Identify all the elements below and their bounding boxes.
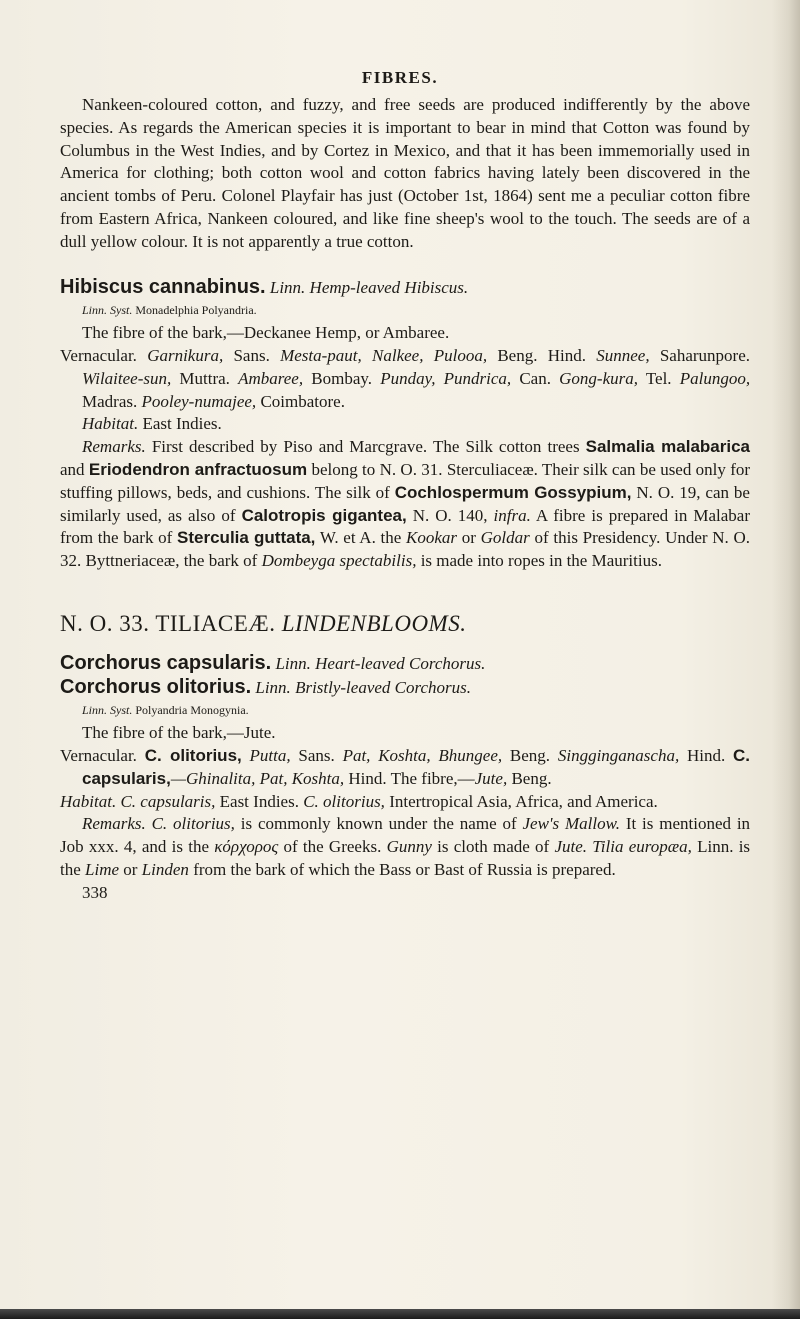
running-head: FIBRES. bbox=[361, 68, 439, 87]
hibiscus-heading bbox=[60, 276, 750, 300]
habitat: Habitat. C. capsularis, East Indies. C. olitorius, Intertropical Asia, Africa, and America. bbox=[60, 791, 658, 811]
habitat: Habitat. East Indies. bbox=[82, 414, 222, 434]
natural-order-heading: N. O. 33. TILIACEÆ. LINDENBLOOMS. bbox=[60, 610, 467, 636]
page-edge-shadow bbox=[772, 0, 800, 1319]
species-name: Hibiscus cannabinus. bbox=[60, 275, 266, 298]
corchorus-olitorius-heading: Corchorus olitorius. Linn. Bristly-leaved Corchorus. bbox=[60, 675, 472, 698]
vernacular-names: Vernacular. C. olitorius, Putta, Sans. Pat, Koshta, Bhungee, Beng. Singginganascha, Hind. C. capsularis,—Ghinalita, Pat, Koshta, Hind. The fibre,—Jute, Beng. bbox=[60, 745, 751, 788]
linnean-system: Linn. Syst. Polyandria Monogynia. bbox=[82, 703, 249, 718]
remarks: Remarks. First described by Piso and Marcgrave. The Silk cotton trees Salmalia malabarica and Eriodendron anfractuosum belong to N. O. 31. Sterculiaceæ. Their silk can be used only for stuffing pillows, beds, and cushions. The silk of Cochlospermum Gossypium, N. O. 19, can be similarly used, as also of Calotropis gigantea, N. O. 140, infra. A fibre is prepared in Malabar from the bark of Sterculia guttata, W. et A. the Kookar or Goldar of this Presidency. Under N. O. 32. Byttneriaceæ, the bark of Dombeyga spectabilis, is made into ropes in the Mauritius. bbox=[60, 437, 751, 571]
fibre-line: The fibre of the bark,—Jute. bbox=[82, 723, 276, 743]
page-content bbox=[60, 94, 750, 905]
intro-paragraph: Nankeen-coloured cotton, and fuzzy, and free seeds are produced indifferently by the above species. As regards the American species it is important to bear in mind that Cotton was found by Columbus in the West Indies, and by Cortez in Mexico, and that it has been immemorially used in America for clothing; both cotton wool and cotton fabrics having lately been discovered in the ancient tombs of Peru. Colonel Playfair has just (October 1st, 1864) sent me a peculiar cotton fibre from Eastern Africa, Nankeen coloured, and like fine sheep's wool to the touch. The seeds are of a dull yellow colour. It is not apparently a true cotton. bbox=[60, 95, 750, 251]
authority: Linn. bbox=[269, 277, 306, 297]
scan-bottom-border bbox=[0, 1309, 800, 1319]
vernacular-names: Vernacular. Garnikura, Sans. Mesta-paut, Nalkee, Pulooa, Beng. Hind. Sunnee, Saharunpore. Wilaitee-sun, Muttra. Ambaree, Bombay. Punday, Pundrica, Can. Gong-kura, Tel. Palungoo, Madras. Pooley-numajee, Coimbatore. bbox=[60, 345, 751, 411]
common-name: Hemp-leaved Hibiscus. bbox=[309, 277, 469, 297]
corchorus-capsularis-heading: Corchorus capsularis. Linn. Heart-leaved Corchorus. bbox=[60, 651, 486, 674]
linnean-system: Linn. Syst. Monadelphia Polyandria. bbox=[82, 303, 257, 318]
remarks: Remarks. C. olitorius, is commonly known under the name of Jew's Mallow. It is mentioned in Job xxx. 4, and is the κόρχορος of the Greeks. Gunny is cloth made of Jute. Tilia europæa, Linn. is the Lime or Linden from the bark of which the Bass or Bast of Russia is prepared. bbox=[60, 814, 751, 879]
fibre-line: The fibre of the bark,—Deckanee Hemp, or Ambaree. bbox=[82, 323, 450, 343]
page-number: 338 bbox=[82, 882, 108, 902]
